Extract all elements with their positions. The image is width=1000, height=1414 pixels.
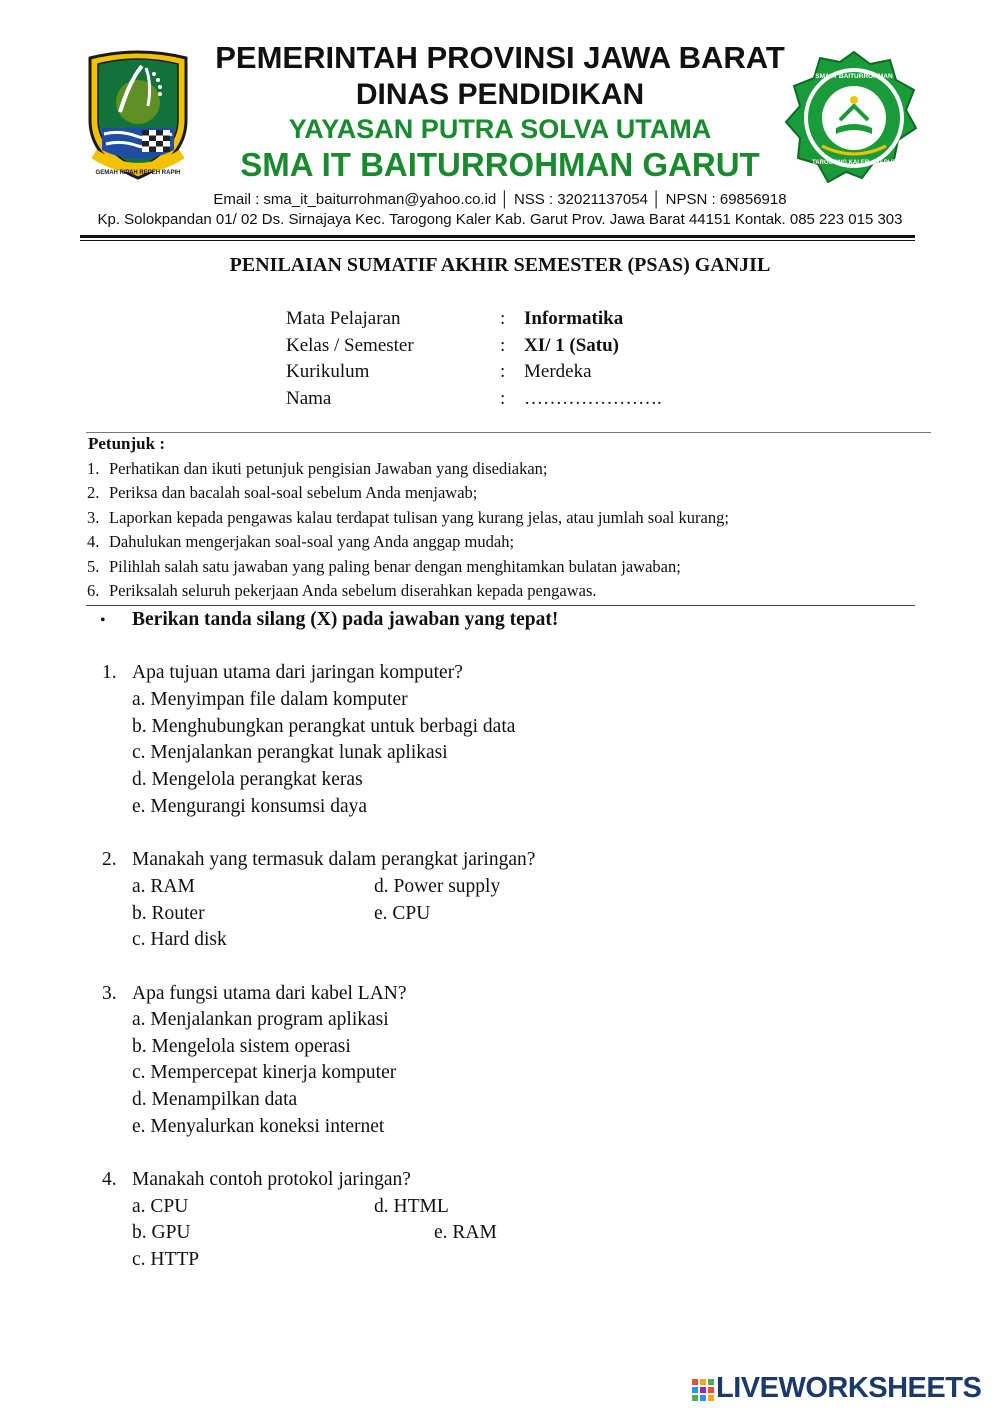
- answer-option[interactable]: b. Router: [132, 903, 205, 924]
- svg-text:GEMAH RIPAH REPEH RAPIH: GEMAH RIPAH REPEH RAPIH: [95, 170, 181, 176]
- instruction-item: 5. Pilihlah salah satu jawaban yang paling benar dengan menghitamkan bulatan jawaban;: [87, 557, 681, 576]
- answer-instruction: • Berikan tanda silang (X) pada jawaban yang tepat!: [100, 609, 559, 630]
- section-divider: [86, 432, 931, 433]
- info-row-name: [286, 388, 786, 415]
- school-contact-line: Email : sma_it_baiturrohman@yahoo.co.id │ NSS : 32021137054 │ NPSN : 69856918: [213, 191, 787, 208]
- question-text: 3. Apa fungsi utama dari kabel LAN?: [102, 983, 407, 1004]
- svg-text:SMA IT BAITURROHMAN: SMA IT BAITURROHMAN: [815, 73, 893, 80]
- instruction-item: 6. Periksalah seluruh pekerjaan Anda sebelum diserahkan kepada pengawas.: [87, 581, 597, 600]
- answer-option[interactable]: c. HTTP: [132, 1249, 200, 1270]
- answer-option[interactable]: a. Menjalankan program aplikasi: [132, 1009, 389, 1030]
- department-header: DINAS PENDIDIKAN: [355, 78, 645, 111]
- answer-option[interactable]: a. RAM: [132, 876, 195, 897]
- info-label: Kurikulum: [286, 361, 370, 382]
- letterhead-divider-thin: [80, 240, 915, 241]
- instructions-title: Petunjuk :: [88, 434, 165, 453]
- question-text: 1. Apa tujuan utama dari jaringan komputer?: [102, 662, 463, 683]
- liveworksheets-logo: [692, 1372, 992, 1406]
- answer-option[interactable]: a. Menyimpan file dalam komputer: [132, 689, 408, 710]
- section-divider: [86, 605, 915, 606]
- answer-option[interactable]: b. GPU: [132, 1222, 191, 1243]
- info-colon: :: [500, 388, 506, 409]
- instruction-item: 4. Dahulukan mengerjakan soal-soal yang Anda anggap mudah;: [87, 532, 515, 551]
- answer-option[interactable]: e. Mengurangi konsumsi daya: [132, 796, 368, 817]
- school-emblem-logo: [784, 50, 924, 186]
- answer-option[interactable]: d. HTML: [374, 1196, 449, 1217]
- info-label: Mata Pelajaran: [286, 308, 401, 329]
- info-row-curriculum: [286, 361, 786, 388]
- question-text: 2. Manakah yang termasuk dalam perangkat jaringan?: [102, 849, 536, 870]
- school-address-line: Kp. Solokpandan 01/ 02 Ds. Sirnajaya Kec. Tarogong Kaler Kab. Garut Prov. Jawa Barat 44151 Kontak. 085 223 015 303: [97, 211, 903, 228]
- instruction-item: 3. Laporkan kepada pengawas kalau terdapat tulisan yang kurang jelas, atau jumlah soal kurang;: [87, 508, 729, 527]
- answer-option[interactable]: e. CPU: [374, 903, 431, 924]
- answer-option[interactable]: c. Hard disk: [132, 929, 227, 950]
- answer-option[interactable]: e. RAM: [434, 1222, 497, 1243]
- answer-option[interactable]: b. Mengelola sistem operasi: [132, 1036, 351, 1057]
- answer-option[interactable]: d. Menampilkan data: [132, 1089, 298, 1110]
- info-row-subject: [286, 308, 786, 335]
- liveworksheets-squares-icon: [692, 1379, 714, 1401]
- instruction-item: 2. Periksa dan bacalah soal-soal sebelum Anda menjawab;: [87, 483, 478, 502]
- answer-option[interactable]: c. Mempercepat kinerja komputer: [132, 1062, 397, 1083]
- info-colon: :: [500, 308, 506, 329]
- answer-option[interactable]: c. Menjalankan perangkat lunak aplikasi: [132, 742, 448, 763]
- question-text: 4. Manakah contoh protokol jaringan?: [102, 1169, 411, 1190]
- info-row-class: [286, 335, 786, 362]
- answer-option[interactable]: b. Menghubungkan perangkat untuk berbagi data: [132, 716, 516, 737]
- school-name: SMA IT BAITURROHMAN GARUT: [240, 146, 760, 183]
- info-value: XI/ 1 (Satu): [524, 335, 620, 356]
- west-java-emblem-logo: [80, 50, 196, 182]
- answer-option[interactable]: d. Mengelola perangkat keras: [132, 769, 363, 790]
- answer-option[interactable]: e. Menyalurkan koneksi internet: [132, 1116, 385, 1137]
- government-header: PEMERINTAH PROVINSI JAWA BARAT: [215, 40, 785, 75]
- info-colon: :: [500, 361, 506, 382]
- name-field[interactable]: ………………….: [524, 388, 662, 409]
- letterhead-divider: [80, 235, 915, 238]
- answer-option[interactable]: a. CPU: [132, 1196, 189, 1217]
- info-value: Merdeka: [524, 361, 592, 382]
- liveworksheets-text: LIVEWORKSHEETS: [716, 1372, 982, 1404]
- info-label: Kelas / Semester: [286, 335, 414, 356]
- answer-option[interactable]: d. Power supply: [374, 876, 501, 897]
- bullet-icon: •: [100, 612, 106, 629]
- instruction-item: 1. Perhatikan dan ikuti petunjuk pengisian Jawaban yang disediakan;: [87, 459, 548, 478]
- info-value: Informatika: [524, 308, 624, 329]
- exam-title: PENILAIAN SUMATIF AKHIR SEMESTER (PSAS) GANJIL: [229, 254, 771, 276]
- svg-text:TAROGONG KALER - GARUT: TAROGONG KALER - GARUT: [812, 160, 896, 166]
- foundation-name: YAYASAN PUTRA SOLVA UTAMA: [288, 114, 712, 144]
- info-colon: :: [500, 335, 506, 356]
- letterhead: [0, 0, 1000, 245]
- info-label: Nama: [286, 388, 332, 409]
